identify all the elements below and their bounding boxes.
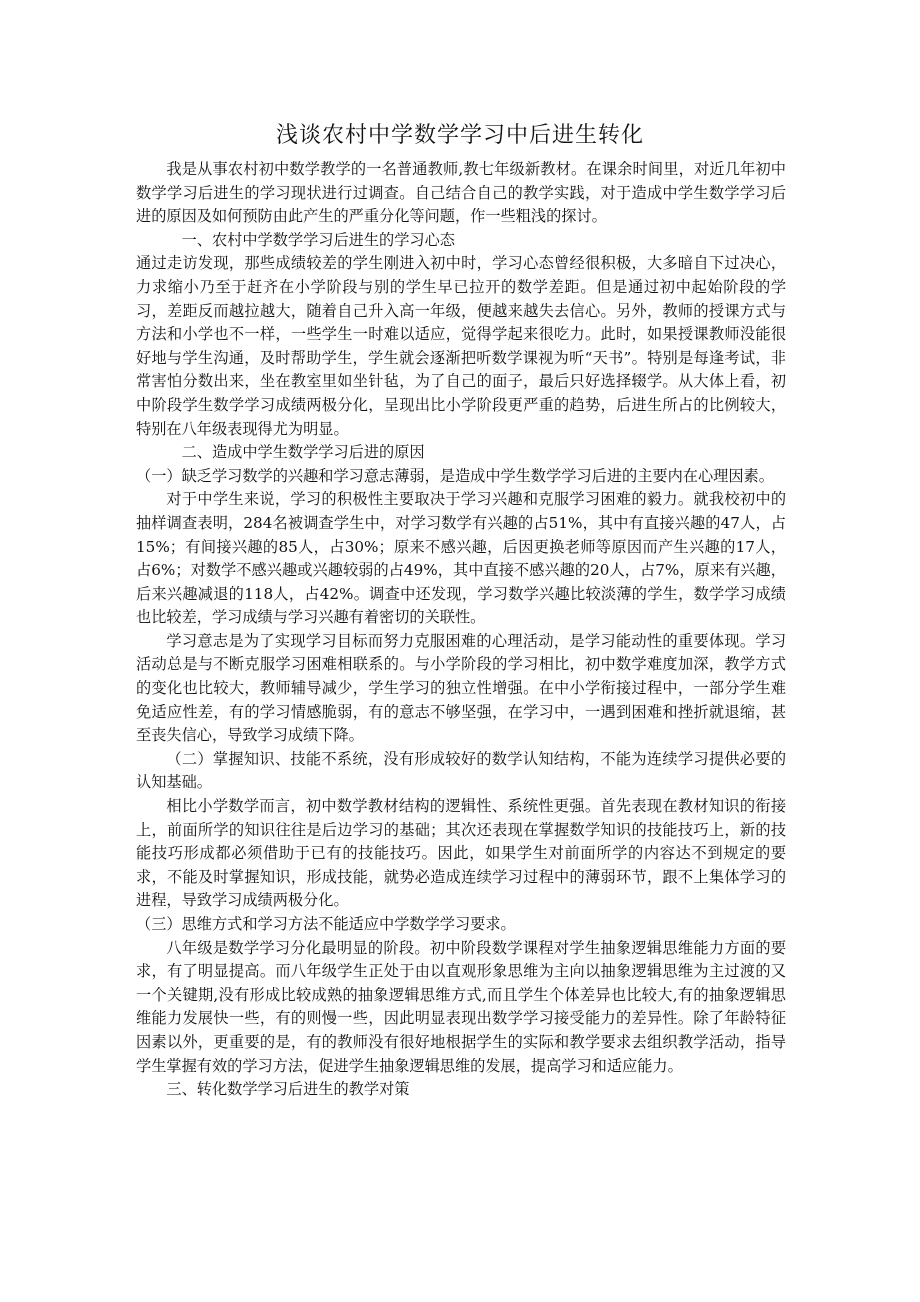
paragraph: 相比小学数学而言，初中数学教材结构的逻辑性、系统性更强。首先表现在教材知识的衔接上，前面所学的知识往往是后边学习的基础；其次还表现在掌握数学知识的技能技巧上，新的技能技巧形成都必须借助于已有的技能技巧。因此，如果学生对前面所学的内容达不到规定的要求，不能及时掌握知识，形成技能，就势必造成连续学习过程中的薄弱环节，跟不上集体学习的进程，导致学习成绩两极分化。 bbox=[136, 797, 786, 910]
paragraph: 三、转化数学学习后进生的教学对策 bbox=[166, 1080, 410, 1099]
paragraph: 对于中学生来说，学习的积极性主要取决于学习兴趣和克服学习困难的毅力。就我校初中的抽样调查表明，284名被调查学生中，对学习数学有兴趣的占51%，其中有直接兴趣的47人，占15%；有间接兴趣的85人，占30%；原来不感兴趣，后因更换老师等原因而产生兴趣的17人，占6%；对数学不感兴趣或兴趣较弱的占49%，其中直接不感兴趣的20人，占7%，原来有兴趣，后来兴趣减退的118人，占42%。调查中还发现，学习数学兴趣比较淡薄的学生，数学学习成绩也比较差，学习成绩与学习兴趣有着密切的关联性。 bbox=[136, 490, 786, 627]
paragraph: （一）缺乏学习数学的兴趣和学习意志薄弱，是造成中学生数学学习后进的主要内在心理因素。 bbox=[136, 466, 774, 485]
paragraph: （二）掌握知识、技能不系统，没有形成较好的数学认知结构，不能为连续学习提供必要的认知基础。 bbox=[136, 749, 786, 792]
paragraph: （三）思维方式和学习方法不能适应中学数学学习要求。 bbox=[136, 915, 516, 933]
paragraph: 一、农村中学数学学习后进生的学习心态 bbox=[181, 230, 455, 249]
document-body bbox=[136, 158, 786, 1102]
paragraph: 八年级是数学学习分化最明显的阶段。初中阶段数学课程对学生抽象逻辑思维能力方面的要求，有了明显提高。而八年级学生正处于由以直观形象思维为主向以抽象逻辑思维为主过渡的又一个关键期,没有形成比较成熟的抽象逻辑思维方式,而且学生个体差异也比较大,有的抽象逻辑思维能力发展快一些，有的则慢一些，因此明显表现出数学学习接受能力的差异性。除了年龄特征因素以外，更重要的是，有的教师没有很好地根据学生的实际和教学要求去组织教学活动，指导学生掌握有效的学习方法，促进学生抽象逻辑思维的发展，提高学习和适应能力。 bbox=[136, 938, 786, 1075]
paragraph: 二、造成中学生数学学习后进的原因 bbox=[181, 443, 425, 462]
paragraph: 我是从事农村初中数学教学的一名普通教师,教七年级新教材。在课余时间里，对近几年初中数学学习后进生的学习现状进行过调查。自己结合自己的教学实践，对于造成中学生数学学习后进的原因及如何预防由此产生的严重分化等问题，作一些粗浅的探讨。 bbox=[136, 160, 786, 226]
paragraph: 通过走访发现，那些成绩较差的学生刚进入初中时，学习心态曾经很积极，大多暗自下过决心，力求缩小乃至于赶齐在小学阶段与别的学生早已拉开的数学差距。但是通过初中起始阶段的学习，差距反而越拉越大，随着自己升入高一年级，便越来越失去信心。另外，教师的授课方式与方法和小学也不一样，一些学生一时难以适应，觉得学起来很吃力。此时，如果授课教师没能很好地与学生沟通，及时帮助学生，学生就会逐渐把听数学课视为听“天书”。特别是每逢考试，非常害怕分数出来，坐在教室里如坐针毡，为了自己的面子，最后只好选择辍学。从大体上看，初中阶段学生数学学习成绩两极分化，呈现出比小学阶段更严重的趋势，后进生所占的比例较大，特别在八年级表现得尤为明显。 bbox=[136, 254, 786, 438]
paragraph: 学习意志是为了实现学习目标而努力克服困难的心理活动，是学习能动性的重要体现。学习活动总是与不断克服学习困难相联系的。与小学阶段的学习相比，初中数学难度加深，教学方式的变化也比较大，教师辅导减少，学生学习的独立性增强。在中小学衔接过程中，一部分学生难免适应性差，有的学习情感脆弱，有的意志不够坚强，在学习中，一遇到困难和挫折就退缩，甚至丧失信心，导致学习成绩下降。 bbox=[136, 631, 786, 745]
document-title: 浅谈农村中学数学学习中后进生转化 bbox=[275, 123, 644, 148]
